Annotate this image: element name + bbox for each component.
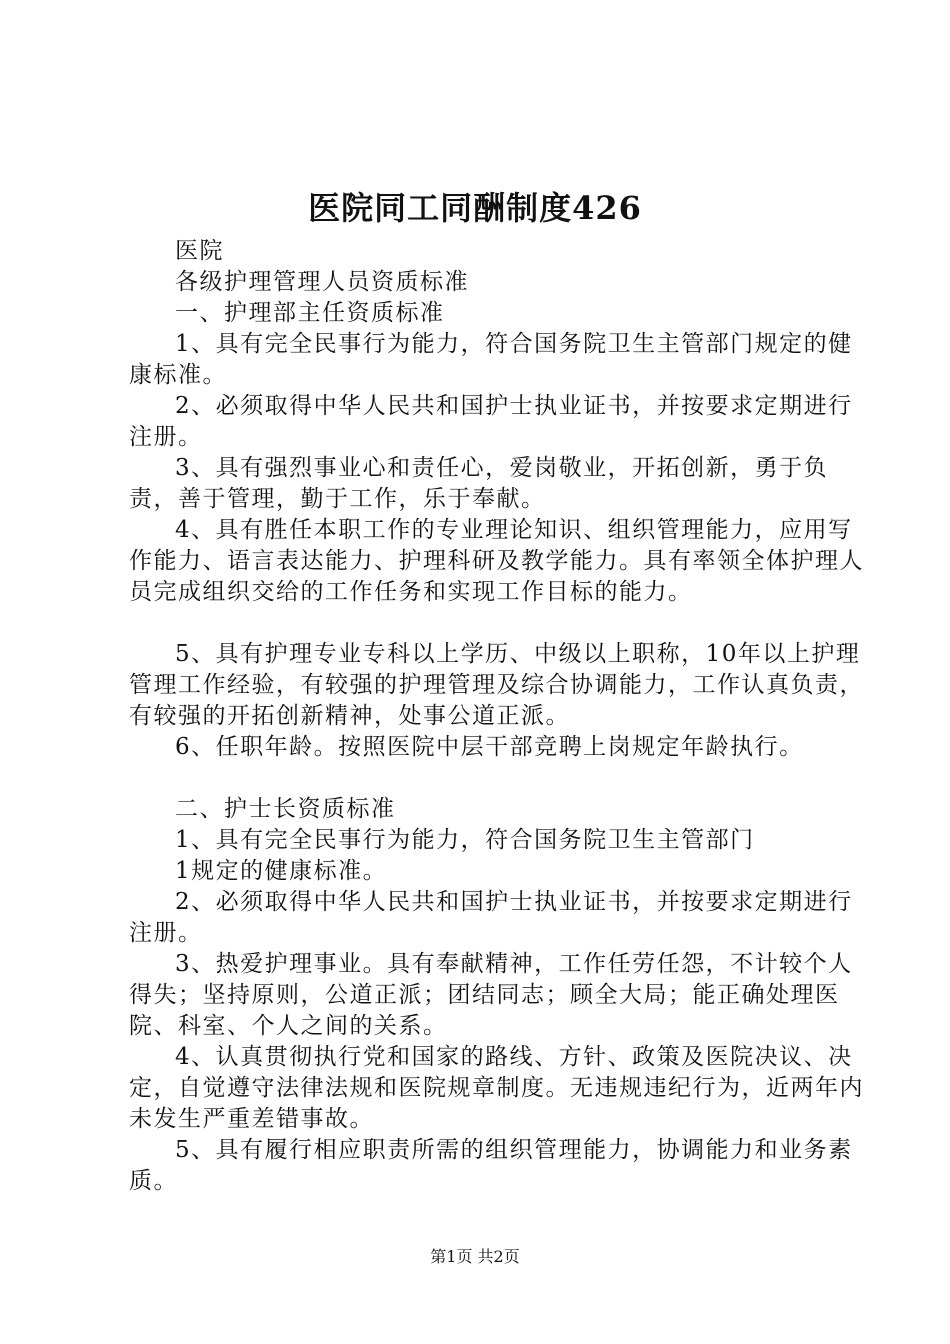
paragraph-director-2: 2、必须取得中华人民共和国护士执业证书，并按要求定期进行注册。 (129, 393, 853, 450)
document-body (129, 236, 869, 1197)
paragraph-director-4: 4、具有胜任本职工作的专业理论知识、组织管理能力，应用写作能力、语言表达能力、护理科研及教学能力。具有率领全体护理人员完成组织交给的工作任务和实现工作目标的能力。 (129, 517, 864, 605)
paragraph-head-nurse-5: 5、具有履行相应职责所需的组织管理能力，协调能力和业务素质。 (129, 1137, 853, 1194)
paragraph-heading-standards: 各级护理管理人员资质标准 (175, 269, 469, 295)
section-heading-head-nurse: 二、护士长资质标准 (175, 796, 396, 822)
paragraph-head-nurse-2: 2、必须取得中华人民共和国护士执业证书，并按要求定期进行注册。 (129, 889, 853, 946)
paragraph-director-1: 1、具有完全民事行为能力，符合国务院卫生主管部门规定的健康标准。 (129, 331, 853, 388)
paragraph-head-nurse-3: 3、热爱护理事业。具有奉献精神，工作任劳任怨，不计较个人得失；坚持原则，公道正派；团结同志；顾全大局；能正确处理医院、科室、个人之间的关系。 (129, 951, 853, 1039)
paragraph-director-3: 3、具有强烈事业心和责任心，爱岗敬业，开拓创新，勇于负责，善于管理，勤于工作，乐于奉献。 (129, 455, 829, 512)
paragraph-hospital: 医院 (175, 238, 224, 264)
paragraph-head-nurse-1-cont: 1规定的健康标准。 (175, 858, 388, 884)
page-footer: 第1页 共2页 (430, 1247, 520, 1266)
paragraph-director-6: 6、任职年龄。按照医院中层干部竞聘上岗规定年龄执行。 (175, 734, 804, 760)
document-title: 医院同工同酬制度426 (308, 189, 642, 227)
paragraph-head-nurse-4: 4、认真贯彻执行党和国家的路线、方针、政策及医院决议、决定，自觉遵守法律法规和医院规章制度。无违规违纪行为，近两年内未发生严重差错事故。 (129, 1044, 864, 1132)
paragraph-director-5: 5、具有护理专业专科以上学历、中级以上职称，10年以上护理管理工作经验，有较强的护理管理及综合协调能力，工作认真负责，有较强的开拓创新精神，处事公道正派。 (129, 641, 864, 729)
paragraph-head-nurse-1: 1、具有完全民事行为能力，符合国务院卫生主管部门 (175, 827, 755, 853)
section-heading-director: 一、护理部主任资质标准 (175, 300, 445, 326)
